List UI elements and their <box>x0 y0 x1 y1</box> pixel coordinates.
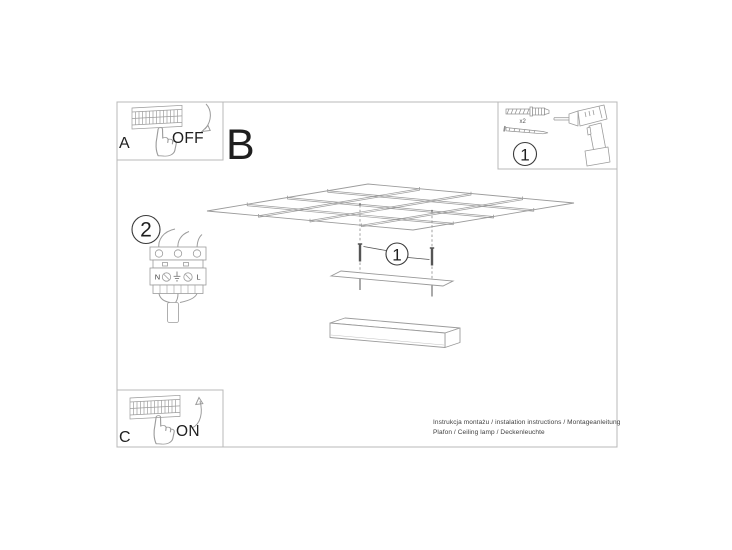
panel-c-label: C <box>119 429 131 446</box>
fuse-panel-icon <box>132 105 182 129</box>
terminal-l-label: L <box>196 272 201 282</box>
power-off-box <box>117 102 223 160</box>
footer-line-1: Instrukcja montażu / instalation instructions / Montageanleitung <box>433 419 621 426</box>
mounting-callout-number: 1 <box>392 245 402 264</box>
tools-step-number: 1 <box>520 145 530 164</box>
panel-c-state: ON <box>176 423 200 440</box>
footer-line-2: Plafon / Ceiling lamp / Deckenleuchte <box>433 429 545 436</box>
power-on-box <box>117 390 223 447</box>
panel-a-state: OFF <box>172 130 204 147</box>
ceiling-grid <box>207 184 574 230</box>
cable-sleeve <box>168 303 179 323</box>
wiring-step-number: 2 <box>140 218 152 242</box>
mount-hole-mark <box>359 203 361 205</box>
supply-wires <box>159 229 202 249</box>
panel-a-label: A <box>119 135 130 152</box>
fuse-panel-icon <box>130 395 180 419</box>
mounting-bracket <box>331 271 453 286</box>
section-label: B <box>226 121 255 169</box>
lamp-wires <box>159 294 197 303</box>
anchor-quantity: x2 <box>519 118 526 125</box>
lamp-body <box>330 318 460 348</box>
terminal-n-label: N <box>154 272 161 282</box>
tools-box <box>498 102 617 169</box>
